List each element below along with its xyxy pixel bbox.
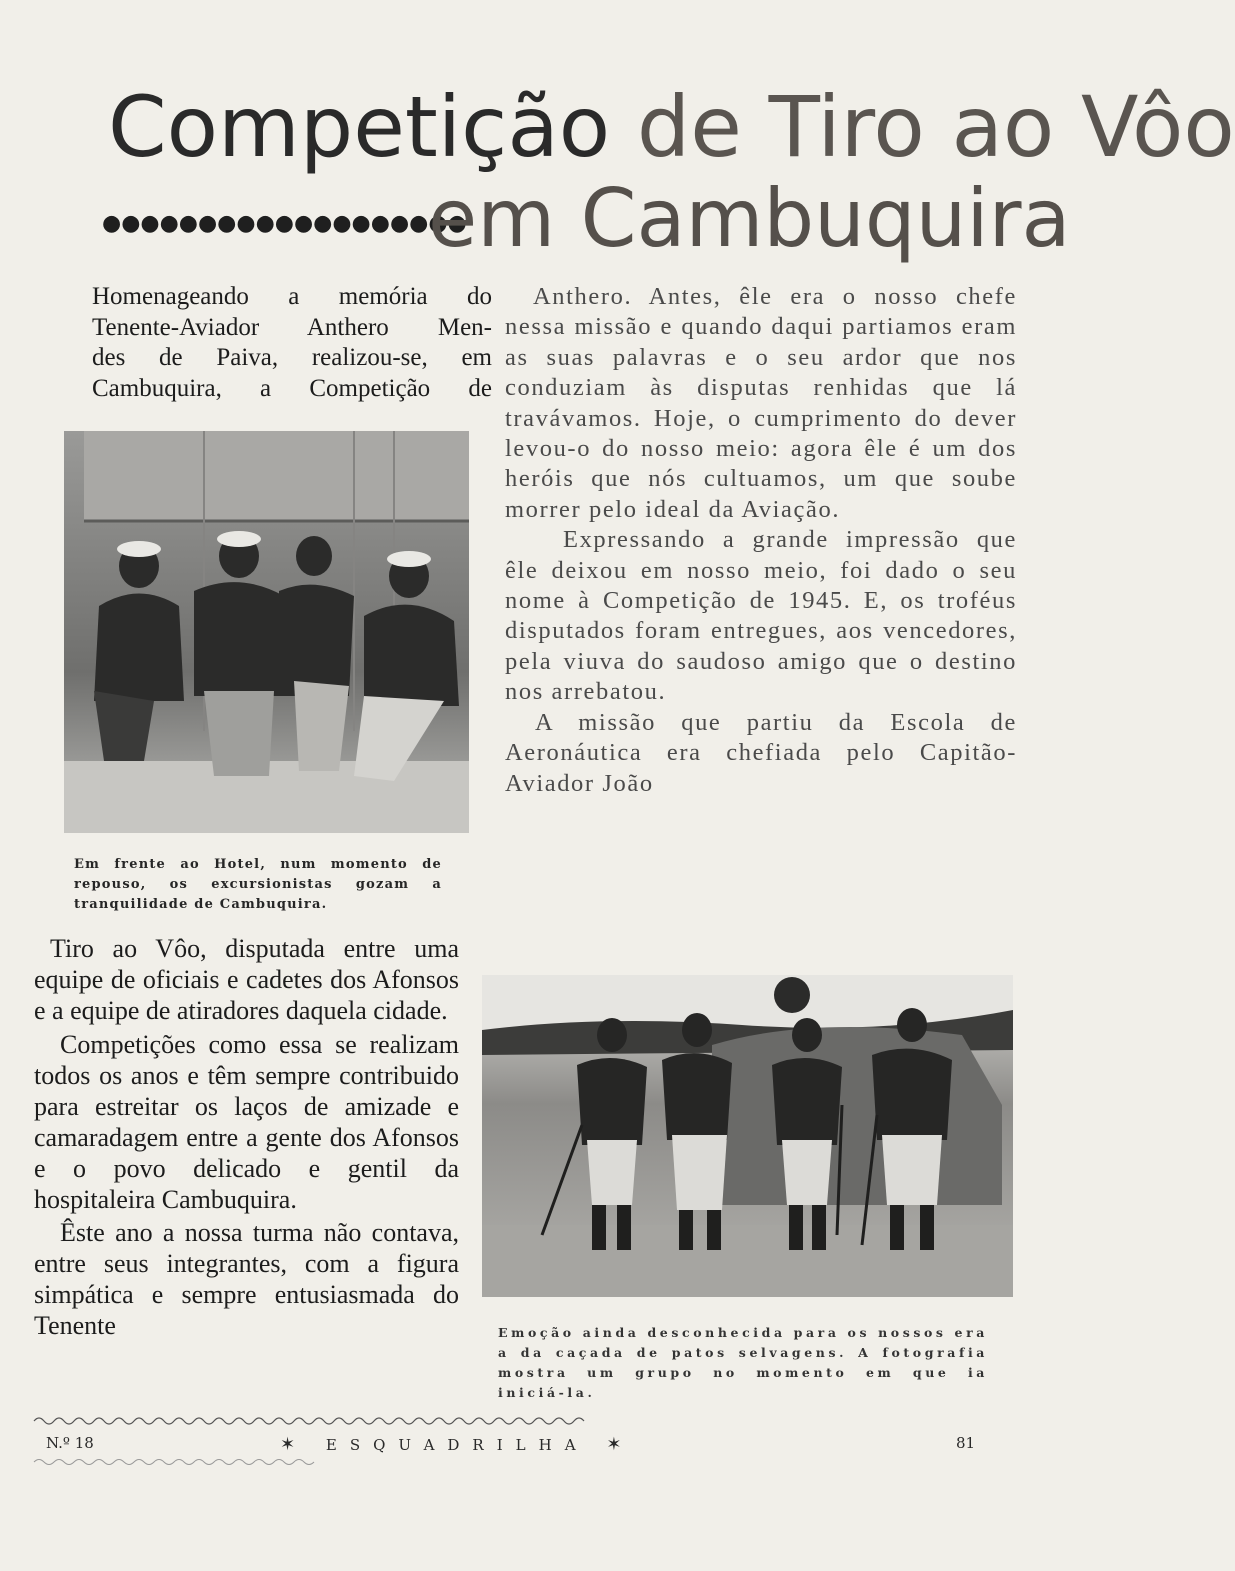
paragraph: Anthero. Antes, êle era o nosso chefe nessa missão e quando daqui partiamos eram as suas palavras e o seu ardor que nos conduziam às disputas renhidas que lá travávamos. Hoje, o cumprimento do dever levou-o do nosso meio: agora êle é um dos heróis que nós cultuamos, um que soube morrer pelo ideal da Aviação. (505, 283, 1017, 523)
star-icon: ✶ (280, 1434, 309, 1455)
title-word-competicao: Competição (108, 78, 611, 176)
title-dot-leader: ●●●●●●●●●●●●●●●●●●● (102, 211, 467, 236)
footer-wavy-rule (34, 1413, 994, 1429)
star-icon: ✶ (606, 1434, 635, 1455)
issue-number: N.º 18 (46, 1434, 94, 1452)
paragraph: Expressando a grande impressão que êle deixou em nosso meio, foi dado o seu nome à Competição de 1945. E, os troféus disputados foram entregues, aos vencedores, pela viuva do saudoso amigo que o destino nos arrebatou. (505, 526, 1017, 706)
magazine-name (280, 1434, 634, 1455)
left-column-intro (92, 282, 492, 404)
paragraph: Êste ano a nossa turma não contava, entre seus integrantes, com a figura simpática e sempre entusiasmada do Tenente (34, 1218, 459, 1340)
photo1-caption: Em frente ao Hotel, num momento de repouso, os excursionistas gozam a tranquilidade de Cambuquira. (74, 857, 442, 912)
article-title-line1 (108, 78, 1235, 176)
photo-aviators-hotel (64, 431, 469, 833)
article-title-line2: em Cambuquira (428, 172, 1071, 265)
paragraph: A missão que partiu da Escola de Aeronáutica era chefiada pelo Capitão-Aviador João (505, 708, 1017, 797)
magazine-title: ESQUADRILHA (325, 1436, 589, 1454)
intro-line: des de Paiva, realizou-se, em (92, 344, 492, 371)
intro-line: Cambuquira, a Competição de (92, 374, 492, 402)
intro-line: Tenente-Aviador Anthero Men- (92, 313, 492, 341)
photo2-caption: Emoção ainda desconhecida para os nossos era a da caçada de patos selvagens. A fotografia mostra um grupo no momento em que ia iniciá-la. (498, 1325, 988, 1400)
paragraph: Tiro ao Vôo, disputada entre uma equipe de oficiais e cadetes dos Afonsos e a equipe de atiradores daquela cidade. (34, 934, 459, 1025)
footer-wavy-rule-lower (34, 1455, 634, 1469)
right-column-body (505, 282, 1017, 799)
paragraph: Competições como essa se realizam todos os anos e têm sempre contribuido para estreitar os laços de amizade e camaradagem entre a gente dos Afonsos e o povo delicado e gentil da hospitaleira Cambuquira. (34, 1030, 459, 1214)
left-column-body (34, 933, 459, 1341)
intro-line: Homenageando a memória do (92, 283, 492, 310)
title-rest: de Tiro ao Vôo (610, 78, 1235, 176)
photo-duck-hunting-group (482, 975, 1013, 1297)
page-number: 81 (956, 1434, 976, 1452)
